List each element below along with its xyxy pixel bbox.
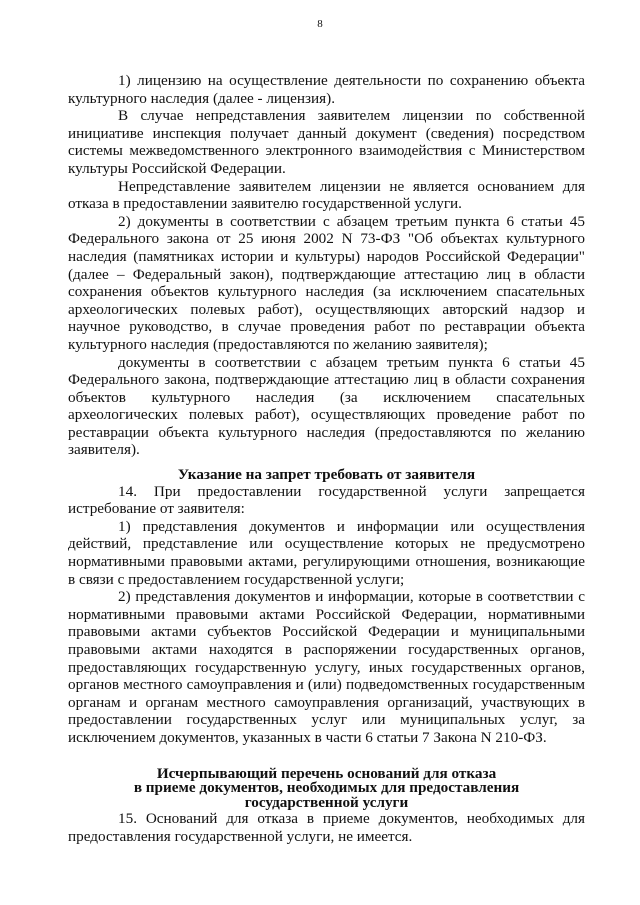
paragraph-attestation-documents: 2) документы в соответствии с абзацем третьим пункта 6 статьи 45 Федерального закона от 25 июня 2002 N 73-ФЗ "Об объектах культурного наследия (памятниках истории и культуры) народов Российской Федерации" (далее – Федеральный закон), подтверждающие аттестацию лиц в области сохранения объектов культурного наследия (за исключением спасательных археологических полевых работ), осуществляющих авторский надзор и научное руководство, в случае проведения работ по реставрации объекта культурного наследия (предоставляются по желанию заявителя); — [68, 212, 585, 353]
paragraph-14-item-2: 2) представления документов и информации, которые в соответствии с нормативными правовыми актами Российской Федерации, нормативными правовыми актами субъектов Российской Федерации и муниципальными правовыми актами находятся в распоряжении государственных органов, предоставляющих государственную услугу, иных государственных органов, органов местного самоуправления и (или) подведомственных государственным органам и органам местного самоуправления организаций, участвующих в предоставлении государственных услуг или муниципальных услуг, за исключением документов, указанных в части 6 статьи 7 Закона N 210-ФЗ. — [68, 588, 585, 746]
section-heading-prohibition: Указание на запрет требовать от заявителя — [177, 466, 476, 484]
paragraph-attestation-restoration: документы в соответствии с абзацем третьим пункта 6 статьи 45 Федерального закона, подтверждающие аттестацию лиц в области сохранения объектов культурного наследия (за исключением спасательных археологических полевых работ), осуществляющих проведение работ по реставрации объекта культурного наследия (предоставляются по желанию заявителя). — [68, 353, 585, 459]
paragraph-license: 1) лицензию на осуществление деятельности по сохранению объекта культурного наследия (далее - лицензия). — [68, 72, 585, 107]
page-number: 8 — [317, 18, 323, 30]
paragraph-14-item-1: 1) представления документов и информации или осуществления действий, представление или осуществление которых не предусмотрено нормативными правовыми актами, регулирующими отношения, возникающие в связи с предоставлением государственной услуги; — [68, 517, 585, 588]
document-body — [68, 72, 585, 846]
paragraph-license-not-grounds: Непредставление заявителем лицензии не является основанием для отказа в предоставлении заявителю государственной услуги. — [68, 177, 585, 213]
paragraph-license-interagency: В случае непредставления заявителем лицензии по собственной инициативе инспекция получает данный документ (сведения) посредством системы межведомственного электронного взаимодействия с Министерством культуры Российской Федерации. — [68, 107, 585, 177]
paragraph-15: 15. Оснований для отказа в приеме документов, необходимых для предоставления государственной услуги, не имеется. — [68, 810, 585, 845]
section-heading-refusal-grounds: Исчерпывающий перечень оснований для отказа в приеме документов, необходимых для предоставления государственной услуги — [133, 764, 520, 811]
paragraph-14: 14. При предоставлении государственной услуги запрещается истребование от заявителя: — [68, 482, 585, 518]
